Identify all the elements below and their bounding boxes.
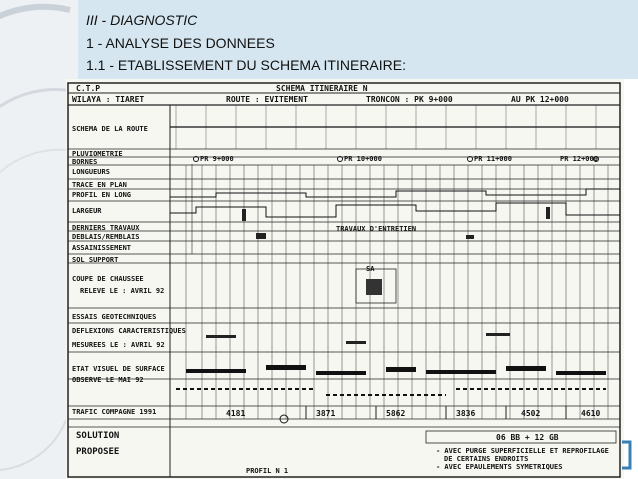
row-longueurs: LONGUEURS — [72, 168, 110, 176]
sa-label: SA — [366, 265, 375, 273]
row-releve: RELEVE LE : AVRIL 92 — [80, 287, 165, 295]
row-essais: ESSAIS GEOTECHNIQUES — [72, 313, 157, 321]
traffic-value-3: 5862 — [386, 409, 406, 418]
traffic-value-4: 3836 — [456, 409, 476, 418]
solution-note-2: DE CERTAINS ENDROITS — [444, 455, 529, 463]
row-derniers-travaux: DERNIERS TRAVAUX — [72, 224, 140, 232]
traffic-value-2: 3871 — [316, 409, 336, 418]
scanned-schema-document — [66, 79, 624, 479]
row-deblais: DEBLAIS/REMBLAIS — [72, 233, 140, 241]
row-mesurees: MESUREES LE : AVRIL 92 — [72, 341, 165, 349]
heading-analyse: 1 - ANALYSE DES DONNEES — [86, 35, 275, 51]
row-solution: SOLUTION — [76, 431, 120, 441]
pk-mark-3: PR 11+000 — [474, 155, 512, 163]
solution-text: 06 BB + 12 GB — [496, 433, 559, 442]
scan-wilaya: WILAYA : TIARET — [72, 95, 145, 104]
row-sol-support: SOL SUPPORT — [72, 256, 119, 264]
scan-au-pk: AU PK 12+000 — [511, 95, 569, 104]
row-coupe: COUPE DE CHAUSSEE — [72, 275, 144, 283]
profil-label: PROFIL N 1 — [246, 467, 289, 475]
travaux-entretien: TRAVAUX D'ENTRETIEN — [336, 225, 417, 233]
traffic-value-1: 4181 — [226, 409, 246, 418]
schema-grid-drawing — [66, 79, 624, 479]
scan-troncon: TRONCON : PK 9+000 — [366, 95, 453, 104]
scan-route: ROUTE : EVITEMENT — [226, 95, 308, 104]
row-proposee: PROPOSEE — [76, 447, 120, 457]
row-schema-route: SCHEMA DE LA ROUTE — [72, 125, 148, 133]
heading-diagnostic: III - DIAGNOSTIC — [86, 12, 198, 28]
heading-schema: 1.1 - ETABLISSEMENT DU SCHEMA ITINERAIRE: — [86, 57, 406, 73]
pk-mark-4: PR 12+000 — [560, 155, 598, 163]
scan-org: C.T.P — [76, 84, 101, 93]
row-bornes: BORNES — [72, 158, 98, 166]
traffic-value-5: 4502 — [521, 409, 541, 418]
solution-note-3: - AVEC EPAULEMENTS SYMETRIQUES — [436, 463, 563, 471]
row-observe: OBSERVE LE MAI 92 — [72, 376, 144, 384]
solution-note-1: - AVEC PURGE SUPERFICIELLE ET REPROFILAGE — [436, 447, 609, 455]
pk-mark-2: PR 10+000 — [344, 155, 382, 163]
pk-mark-1: PR 9+000 — [200, 155, 234, 163]
row-pluviometrie: PLUVIOMETRIE — [72, 150, 123, 158]
row-deflexions: DEFLEXIONS CARACTERISTIQUES — [72, 327, 186, 335]
slide-corner-bracket-icon — [620, 440, 632, 470]
row-profil-long: PROFIL EN LONG — [72, 191, 132, 199]
row-largeur: LARGEUR — [72, 207, 102, 215]
row-trafic: TRAFIC COMPAGNE 1991 — [72, 408, 157, 416]
row-trace-plan: TRACE EN PLAN — [72, 181, 127, 189]
row-assainissement: ASSAINISSEMENT — [72, 244, 132, 252]
row-etat-visuel: ETAT VISUEL DE SURFACE — [72, 365, 165, 373]
scan-schema-title: SCHEMA ITINERAIRE N — [276, 84, 368, 93]
traffic-value-6: 4610 — [581, 409, 601, 418]
